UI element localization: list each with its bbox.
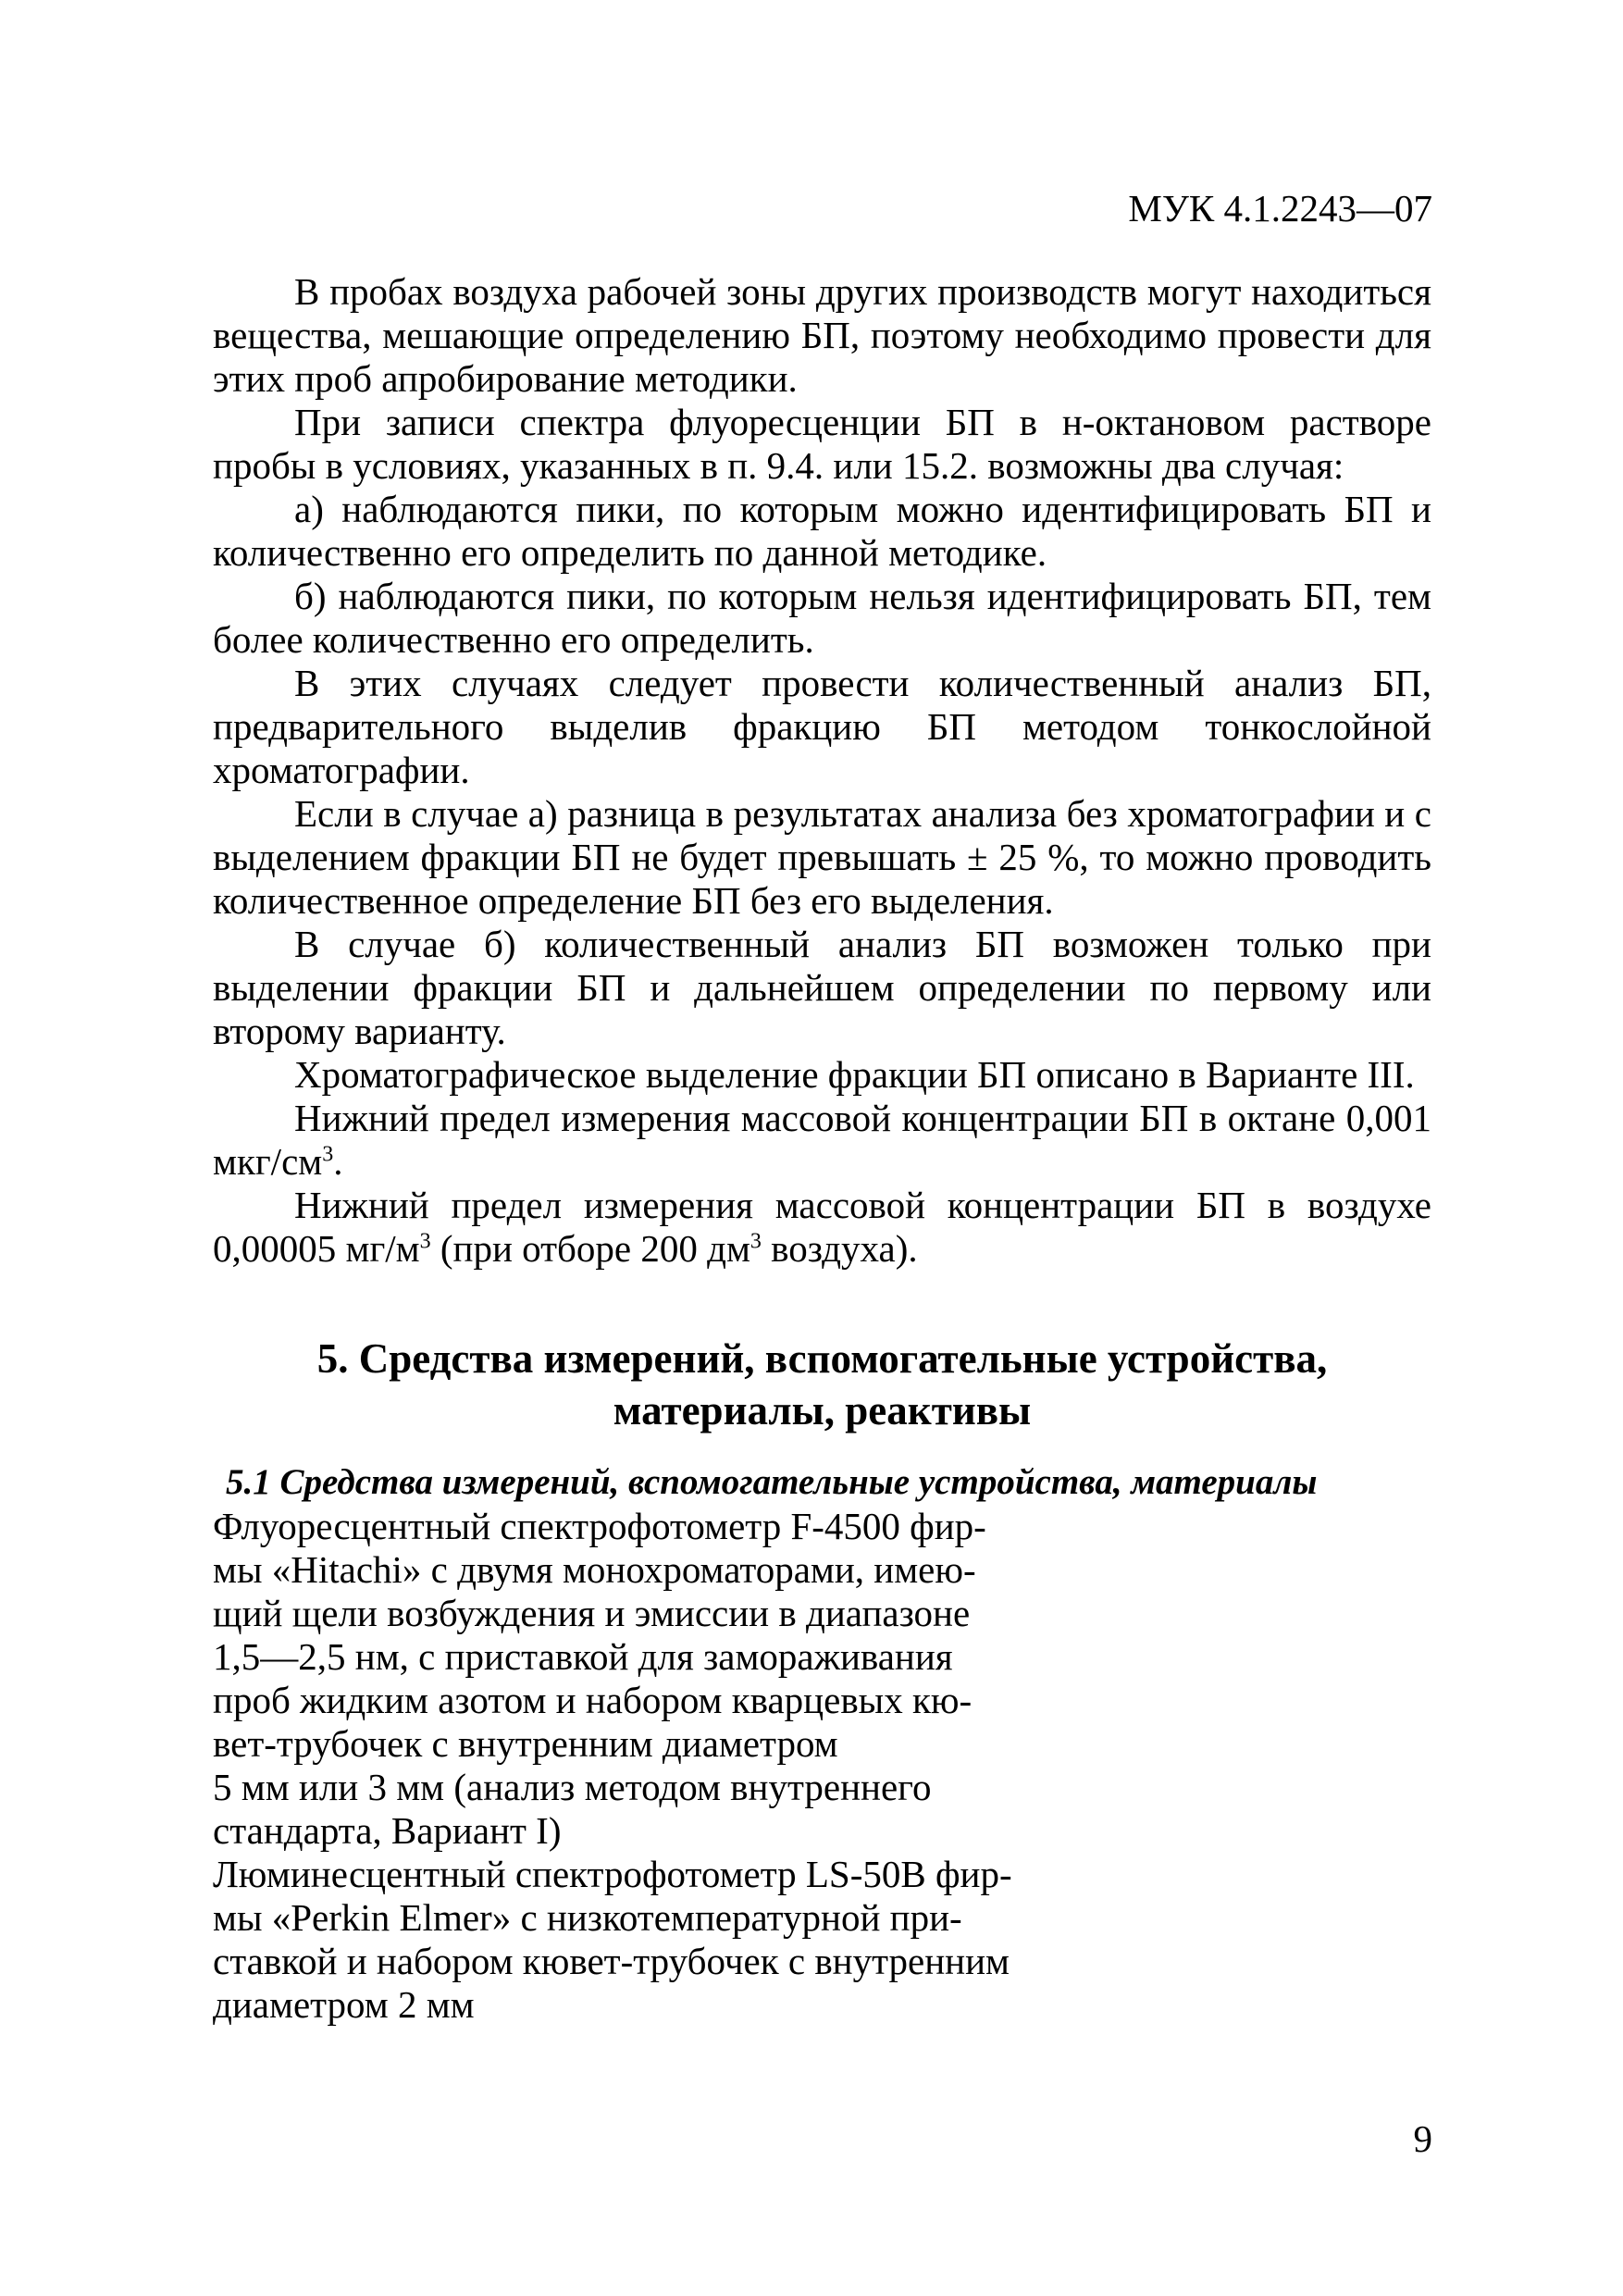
document-code-header: МУК 4.1.2243—07 <box>1128 187 1432 230</box>
equipment-line: диаметром 2 мм <box>213 1983 475 2026</box>
paragraph: При записи спектра флуоресценции БП в н-октановом растворе пробы в условиях, указанных в п. 9.4. или 15.2. возможны два случая: <box>213 401 1431 487</box>
equipment-line: 1,5—2,5 нм, с приставкой для замораживания <box>213 1635 953 1678</box>
equipment-line: 5 мм или 3 мм (анализ методом внутреннего <box>213 1766 932 1808</box>
paragraph: а) наблюдаются пики, по которым можно идентифицировать БП и количественно его определить по данной методике. <box>213 488 1431 574</box>
equipment-line: ставкой и набором кювет-трубочек с внутренним <box>213 1940 1010 1982</box>
section-heading-line: 5. Средства измерений, вспомогательные устройства, <box>316 1335 1328 1382</box>
equipment-line: мы «Hitachi» с двумя монохроматорами, имею- <box>213 1548 976 1591</box>
air-limit-text-3: воздуха). <box>761 1227 918 1270</box>
equipment-line: Флуоресцентный спектрофотометр F-4500 фир- <box>213 1505 986 1547</box>
air-limit-text-2: (при отборе 200 дм <box>430 1227 750 1270</box>
paragraph: Хроматографическое выделение фракции БП описано в Варианте III. <box>294 1053 1415 1096</box>
paragraph: В пробах воздуха рабочей зоны других производств могут находиться вещества, мешающие определению БП, поэтому необходимо провести для этих проб апробирование методики. <box>213 270 1431 400</box>
octane-limit-end: . <box>333 1140 343 1183</box>
air-limit-text: Нижний предел измерения массовой концентрации БП в воздухе 0,00005 мг/м <box>213 1184 1431 1270</box>
equipment-line: Люминесцентный спектрофотометр LS-50B фир- <box>213 1853 1012 1895</box>
section-heading <box>213 1333 1431 1436</box>
equipment-item <box>213 1505 1027 1853</box>
superscript: 3 <box>419 1229 431 1254</box>
equipment-line: щий щели возбуждения и эмиссии в диапазоне <box>213 1592 971 1634</box>
paragraph: б) наблюдаются пики, по которым нельзя идентифицировать БП, тем более количественно его определить. <box>213 575 1431 661</box>
paragraph: В этих случаях следует провести количественный анализ БП, предварительного выделив фракцию БП методом тонкослойной хроматографии. <box>213 662 1431 791</box>
page-number: 9 <box>1413 2117 1432 2160</box>
superscript: 3 <box>322 1142 334 1167</box>
paragraph: В случае б) количественный анализ БП возможен только при выделении фракции БП и дальнейшем определении по первому или второму варианту. <box>213 923 1431 1052</box>
equipment-line: мы «Perkin Elmer» с низкотемпературной при- <box>213 1896 962 1939</box>
equipment-line: стандарта, Вариант I) <box>213 1809 562 1852</box>
paragraph: Если в случае а) разница в результатах анализа без хроматографии и с выделением фракции БП не будет превышать ± 25 %, то можно проводить количественное определение БП без его выделения. <box>213 792 1431 922</box>
equipment-item <box>213 1853 1027 2027</box>
equipment-list <box>213 1505 1027 2027</box>
equipment-line: вет-трубочек с внутренним диаметром <box>213 1722 838 1765</box>
subsection-heading: 5.1 Средства измерений, вспомогательные устройства, материалы <box>226 1462 1318 1502</box>
equipment-line: проб жидким азотом и набором кварцевых кю- <box>213 1679 973 1721</box>
body-text <box>213 270 1431 1271</box>
air-limit-paragraph <box>213 1184 1431 1271</box>
section-heading-line: материалы, реактивы <box>613 1387 1032 1433</box>
octane-limit-paragraph <box>213 1097 1431 1184</box>
octane-limit-text: Нижний предел измерения массовой концентрации БП в октане 0,001 мкг/см <box>213 1097 1431 1183</box>
superscript: 3 <box>750 1229 762 1254</box>
